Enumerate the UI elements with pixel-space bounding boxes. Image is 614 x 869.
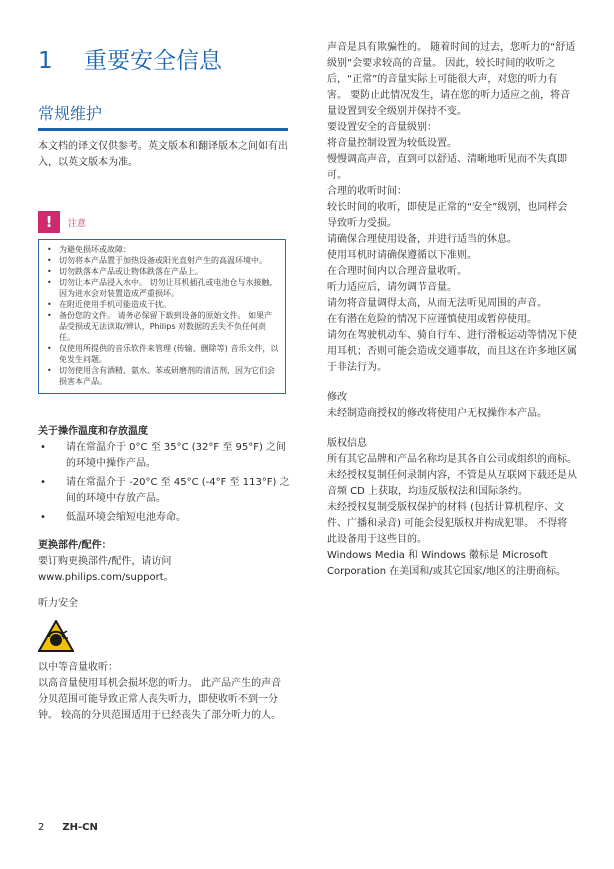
note-label: 注意	[68, 218, 87, 229]
language-code: ZH-CN	[62, 822, 98, 833]
right-paragraph: 合理的收听时间：	[327, 186, 407, 197]
copyright-paragraph: 所有其它品牌和产品名称均是其各自公司或组织的商标。	[327, 454, 577, 465]
right-paragraph: 要设置安全的音量级别：	[327, 122, 437, 133]
note-item: • 在附近使用手机可能造成干扰。	[45, 299, 279, 310]
right-paragraph: 请勿将音量调得太高，从而无法听见周围的声音。	[327, 298, 547, 309]
right-paragraph: 声音是具有欺骗性的。 随着时间的过去，您听力的“舒适级别”会要求较高的音量。 因此，较长时间的收听之后，“正常”的音量实际上可能很大声，对您的听力有害。 要防止此情况发生，请在您的听力适应之前，将音量设置到安全级别并保持不变。	[327, 42, 576, 117]
left-column	[38, 40, 290, 724]
note-item: • 切勿将本产品置于加热设备或阳光直射产生的高温环境中。	[45, 255, 279, 266]
hearing-warning-icon	[38, 620, 74, 652]
hearing-subheading: 以中等音量收听：	[38, 662, 118, 673]
page-number: 2	[38, 822, 45, 833]
copyright-paragraph: 未经授权复制受版权保护的材料 (包括计算机程序、文件、广播和录音) 可能会侵犯版权并构成犯罪。 不得将此设备用于这些目的。	[327, 502, 568, 545]
page-footer	[38, 822, 98, 833]
right-column	[327, 40, 577, 580]
parts-heading: 更换部件/配件：	[38, 540, 112, 551]
note-list	[45, 244, 279, 387]
note-item: • 备份您的文件。 请务必保留下载到设备的原始文件。 如果产品受损或无法读取/辨认，Philips 对数据的丢失不负任何责任。	[45, 310, 279, 343]
note-item: • 切勿让本产品浸入水中。 切勿让耳机插孔或电池仓与水接触，因为进水会对装置造成严重损坏。	[45, 277, 279, 299]
temperature-item: • 请在常温介于 -20°C 至 45°C (-4°F 至 113°F) 之间的环境中存放产品。	[38, 475, 290, 507]
copyright-heading: 版权信息	[327, 438, 367, 449]
temperature-list	[38, 440, 290, 526]
caution-note	[38, 211, 286, 394]
copyright-paragraph: Windows Media 和 Windows 徽标是 Microsoft Corporation 在美国和/或其它国家/地区的注册商标。	[327, 550, 566, 577]
temperature-heading: 关于操作温度和存放温度	[38, 426, 148, 437]
note-box	[38, 239, 286, 394]
note-item: • 为避免损坏或故障：	[45, 244, 279, 255]
note-header	[38, 211, 286, 233]
chapter-heading	[38, 42, 290, 75]
right-paragraph: 将音量控制设置为较低设置。	[327, 138, 457, 149]
note-item: • 切勿使用含有酒精、氨水、苯或研磨剂的清洁剂，因为它们会损害本产品。	[45, 365, 279, 387]
note-item: • 切勿跌落本产品或让物体跌落在产品上。	[45, 266, 279, 277]
right-paragraph: 请勿在驾驶机动车、骑自行车、进行滑板运动等情况下使用耳机；否则可能会造成交通事故，而且这在许多地区属于非法行为。	[327, 330, 577, 373]
temperature-item: • 请在常温介于 0°C 至 35°C (32°F 至 95°F) 之间的环境中操作产品。	[38, 440, 290, 472]
exclamation-icon: !	[38, 211, 60, 233]
modification-heading: 修改	[327, 392, 347, 403]
copyright-paragraph: 未经授权复制任何录制内容，不管是从互联网下载还是从音频 CD 上获取，均违反版权法和国际条约。	[327, 470, 577, 497]
right-paragraph: 在有潜在危险的情况下应谨慎使用或暂停使用。	[327, 314, 537, 325]
chapter-number: 1	[38, 48, 53, 74]
section-rule	[38, 128, 288, 131]
note-item: • 仅使用所提供的音乐软件来管理 (传输、删除等) 音乐文件，以免发生问题。	[45, 343, 279, 365]
right-paragraph: 较长时间的收听，即使是正常的“安全”级别，也同样会导致听力受损。	[327, 202, 568, 229]
right-paragraph: 慢慢调高声音，直到可以舒适、清晰地听见而不失真即可。	[327, 154, 567, 181]
right-paragraph: 使用耳机时请确保遵循以下准则。	[327, 250, 477, 261]
hearing-heading: 听力安全	[38, 598, 78, 609]
modification-text: 未经制造商授权的修改将使用户无权操作本产品。	[327, 408, 547, 419]
right-paragraph: 请确保合理使用设备，并进行适当的休息。	[327, 234, 517, 245]
right-paragraph: 在合理时间内以合理音量收听。	[327, 266, 467, 277]
parts-text: 要订购更换部件/配件，请访问 www.philips.com/support。	[38, 556, 174, 583]
hearing-text: 以高音量使用耳机会损坏您的听力。 此产品产生的声音分贝范围可能导致正常人丧失听力，即使收听不到一分钟。 较高的分贝范围适用于已经丧失了部分听力的人。	[38, 678, 282, 721]
temperature-item: • 低温环境会缩短电池寿命。	[38, 510, 290, 526]
section-title: 常规维护	[38, 104, 103, 123]
intro-text: 本文档的译文仅供参考。英文版本和翻译版本之间如有出入，以英文版本为准。	[38, 141, 288, 168]
chapter-title: 重要安全信息	[84, 48, 222, 74]
right-paragraph: 听力适应后，请勿调节音量。	[327, 282, 457, 293]
